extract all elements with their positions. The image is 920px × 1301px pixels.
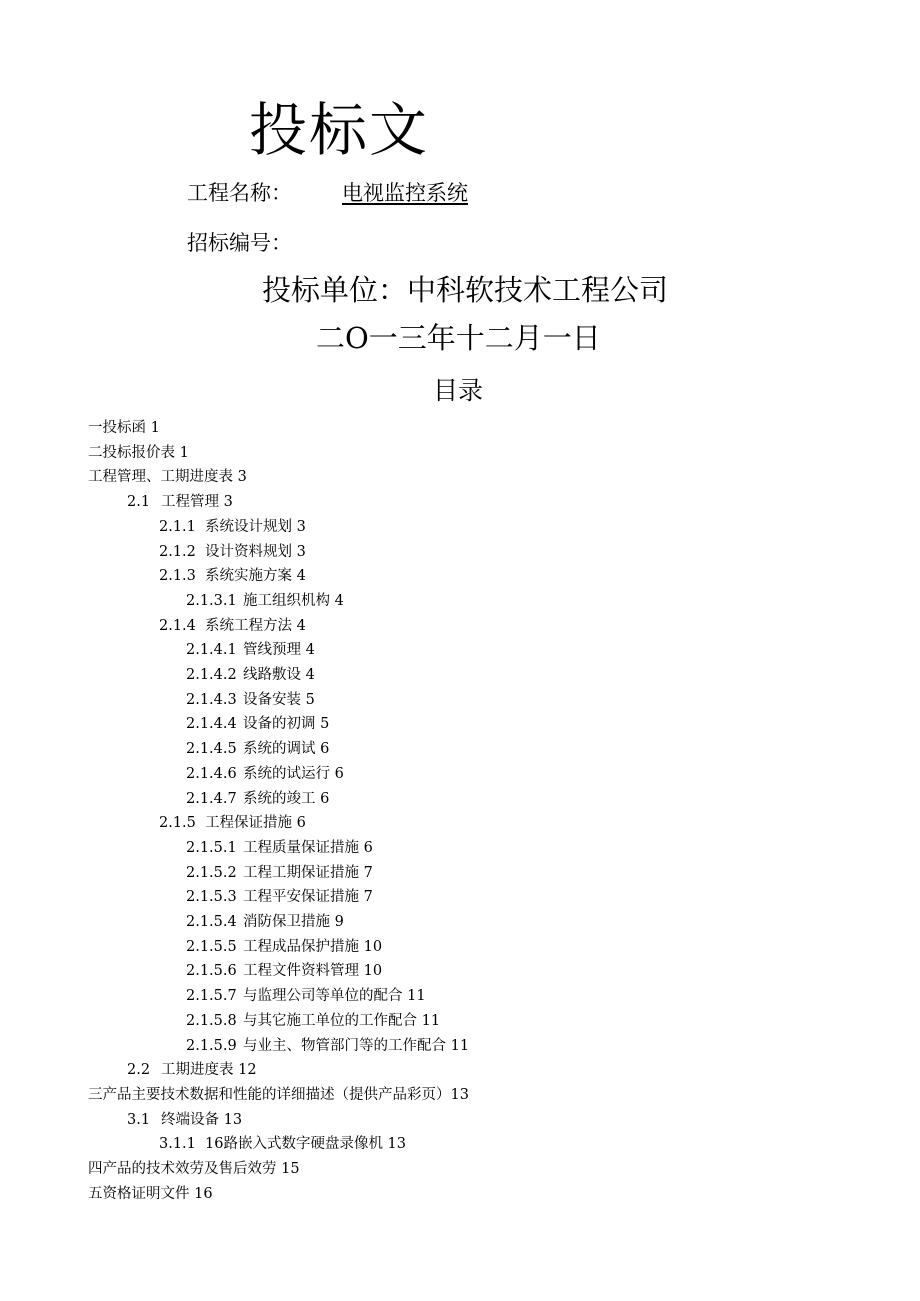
toc-entry-number: 2.1.5.5 [186, 938, 237, 955]
toc-entry-text: 三产品主要技术数据和性能的详细描述（提供产品彩页）13 [88, 1086, 469, 1103]
toc-entry[interactable] [186, 984, 426, 1009]
toc-entry-text: 系统的竣工 6 [243, 790, 330, 807]
toc-entry-number: 2.1.5.8 [186, 1012, 237, 1029]
toc-entry-text: 工程保证措施 6 [205, 815, 306, 832]
toc-entry[interactable] [186, 787, 329, 812]
toc-entry-number: 2.1.5 [159, 815, 196, 832]
toc-entry[interactable] [159, 614, 306, 639]
toc-entry-number: 2.1.4.5 [186, 741, 237, 758]
toc-entry-number: 2.1.3 [159, 568, 196, 585]
toc-entry-text: 系统的试运行 6 [243, 765, 344, 782]
toc-entry[interactable] [88, 416, 160, 441]
toc-entry-number: 2.1.5.2 [186, 864, 237, 881]
toc-entry-number: 2.1.2 [159, 543, 196, 560]
toc-entry-text: 五资格证明文件 16 [88, 1185, 213, 1202]
toc-entry[interactable] [186, 688, 315, 713]
toc-entry[interactable] [159, 515, 306, 540]
toc-entry[interactable] [88, 441, 189, 466]
toc-entry[interactable] [127, 490, 233, 515]
toc-entry[interactable] [186, 836, 373, 861]
toc-entry-text: 工程文件资料管理 10 [243, 963, 383, 980]
toc-entry[interactable] [186, 638, 315, 663]
toc-entry[interactable] [88, 1157, 300, 1182]
toc-entry-text: 施工组织机构 4 [243, 592, 344, 609]
toc-entry[interactable] [186, 712, 329, 737]
project-name-label: 工程名称： [187, 181, 292, 205]
toc-entry-number: 2.1.5.6 [186, 963, 237, 980]
toc-entry-number: 2.1.4.7 [186, 790, 237, 807]
toc-entry-number: 2.1.5.4 [186, 914, 237, 930]
toc-entry[interactable] [88, 1083, 469, 1108]
bid-number-label: 招标编号： [187, 231, 292, 255]
toc-entry-number: 2.1.4 [159, 617, 196, 634]
toc-entry[interactable] [127, 1058, 257, 1083]
toc-entry[interactable] [186, 663, 315, 688]
document-title: 投标文 [249, 96, 430, 164]
toc-entry-text: 消防保卫措施 9 [243, 914, 344, 930]
toc-entry-number: 2.1.4.6 [186, 765, 237, 782]
toc-entry-number: 2.1.5.7 [186, 988, 237, 1005]
toc-entry[interactable] [186, 959, 382, 984]
toc-entry-text: 系统实施方案 4 [205, 568, 306, 585]
toc-entry-number: 2.1 [127, 494, 151, 511]
toc-entry-text: 与业主、物管部门等的工作配合 11 [243, 1037, 470, 1054]
toc-entry[interactable] [159, 1132, 406, 1157]
toc-entry-text: 工程质量保证措施 6 [243, 839, 373, 856]
toc-entry-text: 设备的初调 5 [243, 716, 330, 733]
toc-entry[interactable] [186, 1034, 469, 1059]
toc-entry-number: 2.2 [127, 1062, 151, 1079]
toc-entry-number: 3.1.1 [159, 1136, 196, 1153]
toc-entry-number: 2.1.4.1 [186, 642, 237, 659]
toc-entry-text: 工程平安保证措施 7 [243, 889, 373, 906]
toc-entry-text: 工程工期保证措施 7 [243, 864, 373, 881]
toc-entry-text: 四产品的技术效劳及售后效劳 15 [88, 1161, 300, 1177]
toc-entry-number: 2.1.4.3 [186, 691, 237, 708]
toc-entry[interactable] [186, 935, 382, 960]
toc-entry-text: 系统工程方法 4 [205, 617, 306, 634]
toc-title: 目录 [433, 376, 484, 405]
toc-entry[interactable] [88, 1182, 213, 1207]
project-name-value: 电视监控系统 [342, 181, 468, 205]
toc-entry-number: 2.1.5.3 [186, 889, 237, 906]
toc-entry-text: 与其它施工单位的工作配合 11 [243, 1012, 441, 1029]
toc-entry-text: 工程管理 3 [161, 494, 233, 511]
document-date: 二O一三年十二月一日 [316, 321, 601, 355]
toc-entry[interactable] [186, 589, 344, 614]
toc-entry-text: 系统的调试 6 [243, 741, 330, 758]
toc-entry-text: 工程成品保护措施 10 [243, 938, 383, 955]
toc-entry-text: 设备安装 5 [243, 691, 315, 708]
toc-entry[interactable] [186, 762, 344, 787]
toc-entry-text: 工期进度表 12 [161, 1062, 257, 1079]
toc-entry[interactable] [186, 737, 329, 762]
toc-entry[interactable] [186, 910, 344, 935]
toc-entry-text: 16路嵌入式数字硬盘录像机 13 [205, 1136, 407, 1153]
toc-entry-text: 工程管理、工期进度表 3 [88, 469, 247, 486]
toc-entry-text: 终端设备 13 [161, 1111, 243, 1128]
toc-entry-number: 3.1 [127, 1111, 151, 1128]
toc-entry[interactable] [186, 1009, 440, 1034]
toc-entry-number: 2.1.1 [159, 518, 196, 535]
toc-entry[interactable] [186, 885, 373, 910]
toc-entry-number: 2.1.4.4 [186, 716, 237, 733]
toc-entry-number: 2.1.5.1 [186, 839, 237, 856]
toc-entry-number: 2.1.3.1 [186, 592, 237, 609]
toc-entry[interactable] [88, 465, 247, 490]
toc-entry-text: 一投标函 1 [88, 420, 160, 436]
toc-entry-text: 二投标报价表 1 [88, 444, 189, 461]
toc-entry[interactable] [159, 540, 306, 565]
toc-entry-text: 线路敷设 4 [243, 667, 315, 683]
toc-entry-text: 系统设计规划 3 [205, 518, 306, 535]
toc-entry[interactable] [127, 1108, 242, 1133]
toc-entry-number: 2.1.5.9 [186, 1037, 237, 1054]
toc-entry-text: 设计资料规划 3 [205, 543, 306, 560]
toc-entry-text: 管线预理 4 [243, 642, 315, 659]
toc-entry[interactable] [159, 811, 306, 836]
toc-entry[interactable] [159, 564, 306, 589]
toc-entry-text: 与监理公司等单位的配合 11 [243, 988, 426, 1005]
toc-entry-number: 2.1.4.2 [186, 667, 237, 683]
toc-entry[interactable] [186, 861, 373, 886]
bidder-line: 投标单位：中科软技术工程公司 [262, 273, 669, 307]
